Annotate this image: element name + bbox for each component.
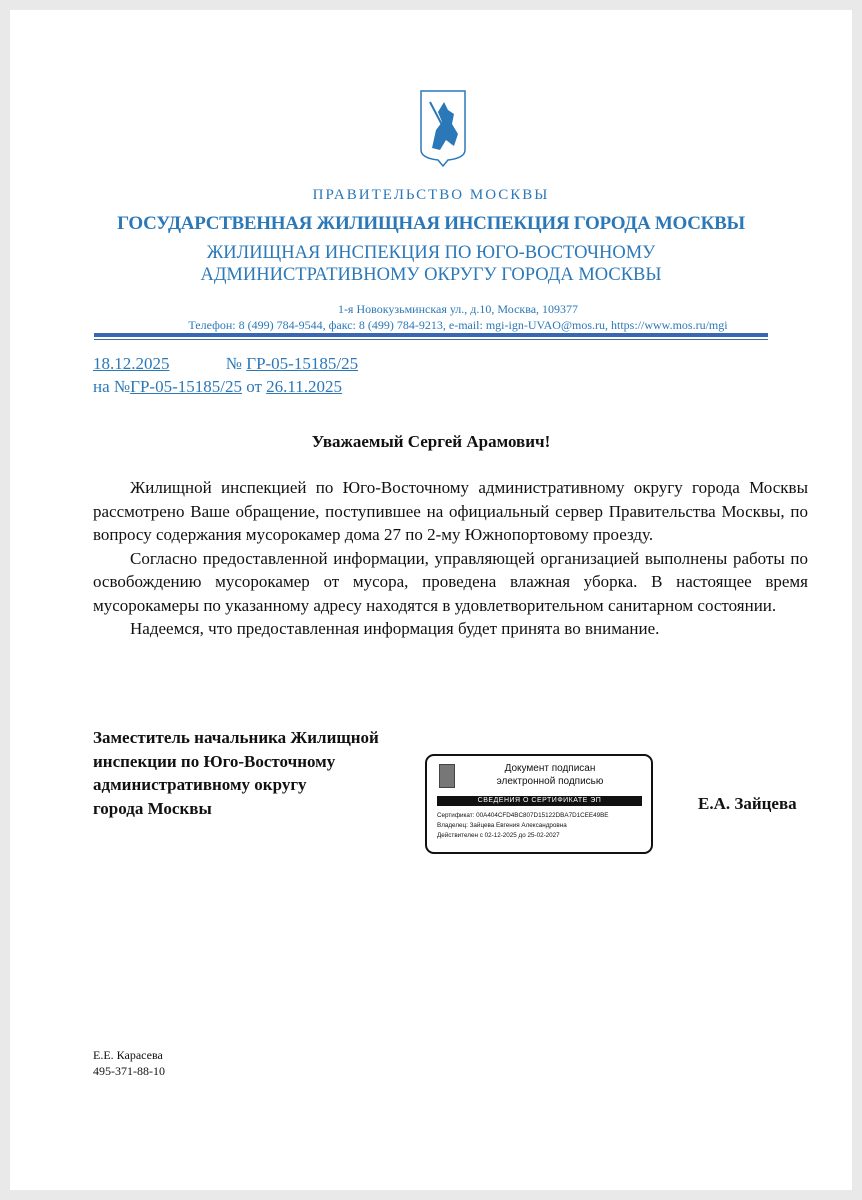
- letter-number: ГР-05-15185/25: [246, 354, 359, 373]
- header-divider: [94, 333, 768, 337]
- address: 1-я Новокузьминская ул., д.10, Москва, 109377: [337, 302, 579, 316]
- moscow-emblem-icon: [439, 764, 455, 788]
- signatory-title-line: административному округу: [93, 775, 307, 794]
- paragraph: Жилищной инспекцией по Юго-Восточному административному округу города Москвы рассмотрено Ваше обращение, поступившее на официальный сервер Правительства Москвы, по вопросу содержания мусорокамер дома 27 по 2-му Южнопортовому проезду.: [93, 478, 808, 544]
- executor-name: Е.Е. Карасева: [93, 1048, 163, 1062]
- signatory-name: Е.А. Зайцева: [698, 794, 797, 813]
- contacts: Телефон: 8 (499) 784-9544, факс: 8 (499) 784-9213, e-mail: mgi-ign-UVAO@mos.ru, https://www.mos.ru/mgi: [188, 318, 728, 332]
- division-line: ЖИЛИЩНАЯ ИНСПЕКЦИЯ ПО ЮГО-ВОСТОЧНОМУ: [206, 243, 656, 263]
- government-name: ПРАВИТЕЛЬСТВО МОСКВЫ: [312, 187, 550, 203]
- number-prefix: №: [225, 354, 242, 373]
- executor-block: [93, 1047, 165, 1079]
- signatory-title-line: инспекции по Юго-Восточному: [93, 751, 336, 771]
- certificate-validity: Действителен с 02-12-2025 до 25-02-2027: [437, 832, 560, 839]
- stamp-title-line: Документ подписан: [504, 763, 596, 774]
- paragraph: Согласно предоставленной информации, управляющей организацией выполнены работы по освобождению мусорокамер от мусора, проведена влажная уборка. В настоящее время мусорокамеры по указанному адресу находятся в удовлетворительном санитарном состоянии.: [93, 548, 808, 615]
- incoming-reference: [93, 377, 354, 397]
- signatory-title-line: города Москвы: [93, 798, 212, 818]
- division-name: [10, 242, 852, 286]
- certificate-info: [437, 811, 608, 841]
- in-reply-number: ГР-05-15185/25: [130, 377, 242, 396]
- division-line: АДМИНИСТРАТИВНОМУ ОКРУГУ ГОРОДА МОСКВЫ: [200, 265, 662, 285]
- paragraph: Надеемся, что предоставленная информация будет принята во внимание.: [130, 619, 660, 638]
- signatory-title: [93, 726, 453, 820]
- certificate-owner: Владелец: Зайцева Евгения Александровна: [437, 822, 567, 829]
- in-reply-date: 26.11.2025: [266, 377, 343, 396]
- moscow-coat-of-arms-icon: [418, 88, 468, 168]
- in-reply-prefix: на №: [93, 377, 131, 396]
- signatory-title-line: Заместитель начальника Жилищной: [93, 728, 379, 747]
- header-divider-thin: [94, 339, 768, 340]
- certificate-number: Сертификат: 00A404CFD4BC807D15122DBA7D1CEE49BE: [437, 812, 609, 819]
- agency-name: ГОСУДАРСТВЕННАЯ ЖИЛИЩНАЯ ИНСПЕКЦИЯ ГОРОДА МОСКВЫ: [117, 213, 745, 234]
- letter-body: [93, 476, 808, 641]
- letter-date: 18.12.2025: [93, 354, 170, 373]
- from-prefix: от: [246, 377, 262, 396]
- executor-phone: 495-371-88-10: [93, 1064, 165, 1078]
- letter-page: [10, 10, 852, 1190]
- contact-block: [138, 301, 778, 333]
- greeting: Уважаемый Сергей Арамович!: [311, 432, 551, 451]
- electronic-signature-stamp: [425, 754, 653, 854]
- stamp-title-line: электронной подписью: [496, 776, 604, 787]
- certificate-header: СВЕДЕНИЯ О СЕРТИФИКАТЕ ЭП: [437, 796, 642, 806]
- stamp-title: [465, 762, 635, 788]
- outgoing-reference: [93, 354, 372, 374]
